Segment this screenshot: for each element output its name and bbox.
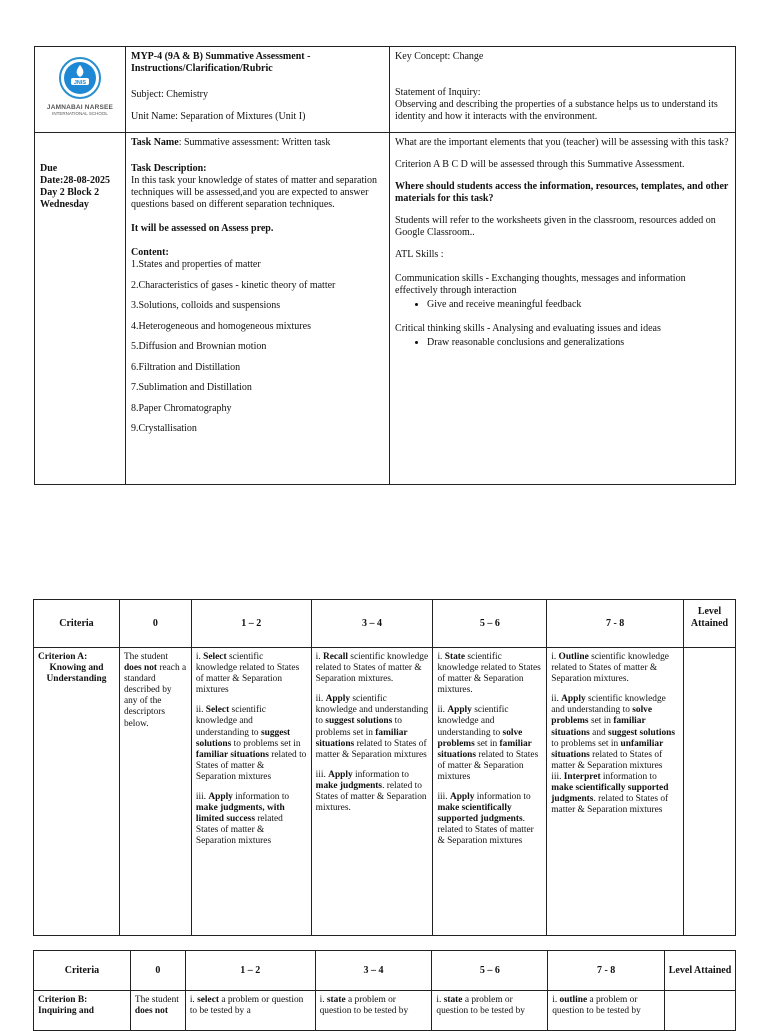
- text: to problems set in: [551, 738, 621, 749]
- rubric-criterion-a-table: [33, 599, 736, 936]
- content-item: 8.Paper Chromatography: [131, 402, 232, 414]
- text: related to States of matter & Separation mixtures: [437, 749, 539, 782]
- task-description: In this task your knowledge of states of matter and separation techniques will be assessed,and you are expected to answer questions based on different separation techniques.: [131, 175, 378, 210]
- text: i.: [436, 995, 444, 1005]
- header-level-3-4: 3 – 4: [315, 951, 432, 991]
- due-date-cell: [35, 133, 126, 485]
- header-level-7-8: 7 - 8: [548, 951, 665, 991]
- descriptor-ii: [437, 705, 542, 783]
- header-level-0: 0: [119, 600, 191, 648]
- criterion-a-subtitle: Knowing and Understanding: [46, 663, 107, 685]
- descriptor-iii: [437, 792, 542, 847]
- header-level-3-4: 3 – 4: [311, 600, 433, 648]
- criterion-b-level-attained[interactable]: [665, 991, 736, 1031]
- text: related to States of matter & Separation mixtures: [551, 749, 663, 771]
- text: iii.: [315, 769, 329, 780]
- header-criteria: Criteria: [34, 600, 120, 648]
- text: iii.: [195, 792, 209, 803]
- criterion-a-level-attained[interactable]: [683, 648, 735, 936]
- text: ii.: [195, 705, 206, 716]
- text: and: [589, 727, 609, 738]
- text-bold: Select: [205, 705, 230, 716]
- atl-skills-label: ATL Skills :: [395, 249, 444, 260]
- text: related to States of matter & Separation mixtures: [315, 738, 427, 760]
- content-label: Content:: [131, 247, 169, 258]
- criterion-a-level-3-4: [311, 648, 433, 936]
- soi-label: Statement of Inquiry:: [395, 87, 481, 98]
- text-bold: Apply: [449, 792, 475, 803]
- criterion-b-level-1-2: [185, 991, 315, 1031]
- text: ii.: [437, 705, 448, 716]
- logo-text: JNIS: [73, 79, 87, 86]
- text: i.: [437, 652, 445, 662]
- school-subtitle: INTERNATIONAL SCHOOL: [52, 111, 108, 117]
- text-bold: make scientifically supported judgments: [437, 803, 523, 825]
- content-item: 3.Solutions, colloids and suspensions: [131, 300, 281, 311]
- text: set in: [474, 738, 500, 749]
- content-item: 6.Filtration and Distillation: [131, 361, 241, 373]
- key-concept: Key Concept: Change: [395, 51, 484, 62]
- text-bold: Interpret: [563, 771, 601, 782]
- text-bold: Outline: [558, 652, 589, 662]
- text: i.: [552, 995, 560, 1005]
- criterion-b-subtitle: Inquiring and: [38, 1006, 95, 1017]
- text: a problem or question to be tested by: [436, 995, 525, 1017]
- criterion-a-label: [34, 648, 120, 936]
- criterion-b-label: [34, 991, 131, 1031]
- due-date: Date:28-08-2025: [40, 175, 110, 186]
- text: reach a standard described by any of the descriptors below.: [123, 663, 187, 729]
- criterion-a-level-0: [119, 648, 191, 936]
- text: ii.: [551, 694, 562, 705]
- communication-bullet: • Give and receive meaningful feedback: [427, 299, 730, 311]
- text-bold: Apply: [328, 769, 353, 780]
- rubric-criterion-b-table: [33, 950, 736, 1031]
- key-concept-cell: [390, 47, 736, 133]
- text-bold: make judgments, with limited success: [195, 803, 285, 825]
- criterion-b-level-0: [130, 991, 185, 1031]
- criteria-note: Criterion A B C D will be assessed through this Summative Assessment.: [395, 159, 685, 170]
- content-item: 9.Crystallisation: [131, 423, 197, 434]
- text: i.: [551, 652, 559, 662]
- text-bold: unfamiliar situations: [551, 738, 664, 760]
- text-bold: familiar situations: [315, 727, 408, 749]
- header-level-0: 0: [130, 951, 185, 991]
- assessment-title-cell: [126, 47, 390, 133]
- content-item: 4.Heterogeneous and homogeneous mixtures: [131, 320, 311, 332]
- header-level-7-8: 7 - 8: [547, 600, 684, 648]
- text: a problem or question to be tested by a: [189, 995, 304, 1017]
- text: scientific knowledge related to States of matter & Separation mixtures.: [437, 652, 541, 696]
- text: information to: [600, 771, 657, 782]
- text: information to: [232, 792, 290, 803]
- text-bold: familiar situations: [551, 716, 646, 738]
- descriptor-ii: [196, 705, 307, 783]
- text: ii.: [315, 694, 326, 705]
- soi-text: Observing and describing the properties of a substance helps us to understand its identity and how it interacts with the environment.: [395, 99, 718, 122]
- text-bold: familiar situations: [195, 749, 269, 760]
- descriptor-ii: [551, 694, 679, 772]
- text-bold: Recall: [322, 652, 348, 662]
- criterion-b-level-5-6: [432, 991, 548, 1031]
- text-bold: suggest solutions: [195, 727, 291, 749]
- text-bold: familiar situations: [437, 738, 532, 760]
- text: iii.: [437, 792, 450, 803]
- text-bold: solve problems: [551, 705, 653, 727]
- task-description-label: Task Description:: [131, 163, 207, 174]
- text: related States of matter & Separation mixtures: [195, 814, 283, 847]
- header-level-attained: Level Attained: [683, 600, 735, 648]
- descriptor-i: [437, 652, 542, 696]
- text: The student: [123, 652, 168, 662]
- text-bold: suggest solutions: [608, 727, 675, 738]
- text: . related to States of matter & Separation mixtures: [551, 794, 669, 816]
- task-name-label: Task Name: [131, 137, 179, 148]
- school-logo: [40, 56, 120, 126]
- text-bold: Apply: [447, 705, 472, 716]
- descriptor-i: [551, 652, 679, 685]
- text-bold: Apply: [325, 694, 351, 705]
- due-day: Wednesday: [40, 199, 89, 210]
- criterion-b-title: Criterion B:: [38, 995, 88, 1005]
- header-criteria: Criteria: [34, 951, 131, 991]
- descriptor-i: [196, 652, 307, 696]
- header-level-1-2: 1 – 2: [185, 951, 315, 991]
- due-block: Day 2 Block 2: [40, 187, 100, 198]
- descriptor-ii: [316, 694, 429, 761]
- criterion-b-level-7-8: [548, 991, 665, 1031]
- text: scientific knowledge related to States of matter & Separation mixtures: [195, 652, 300, 696]
- text: to problems set in: [231, 738, 301, 749]
- header-level-1-2: 1 – 2: [191, 600, 311, 648]
- text: scientific knowledge and understanding to: [195, 705, 266, 738]
- text-bold: solve problems: [437, 727, 523, 749]
- critical-thinking-skills: Critical thinking skills - Analysing and evaluating issues and ideas: [395, 323, 661, 334]
- teacher-notes-cell: [390, 133, 736, 485]
- text: information to: [474, 792, 531, 803]
- communication-skills: Communication skills - Exchanging thoughts, messages and information effectively through interaction: [395, 273, 686, 296]
- text: related to States of matter & Separation mixtures: [195, 749, 307, 782]
- assess-note: It will be assessed on Assess prep.: [131, 223, 274, 234]
- criterion-a-title: Criterion A:: [38, 652, 88, 662]
- text-bold: state: [443, 995, 463, 1005]
- task-name: [131, 137, 384, 149]
- school-name: JAMNABAI NARSEE: [46, 103, 114, 111]
- text: i.: [315, 652, 323, 662]
- resources-question: Where should students access the information, resources, templates, and other materials for this task?: [395, 181, 729, 204]
- text: scientific knowledge and understanding to: [437, 705, 509, 738]
- text-bold: Apply: [561, 694, 586, 705]
- text: i.: [189, 995, 198, 1005]
- task-info-table: [34, 46, 736, 485]
- task-name-value: : Summative assessment: Written task: [178, 137, 331, 148]
- criterion-a-level-1-2: [191, 648, 311, 936]
- assessing-question: What are the important elements that you (teacher) will be assessing with this task?: [395, 137, 729, 148]
- logo-cell: [35, 47, 126, 133]
- text: scientific knowledge and understanding to: [551, 694, 666, 716]
- text-bold: make judgments: [315, 780, 383, 791]
- text-bold: suggest solutions: [325, 716, 393, 727]
- text: scientific knowledge and understanding to: [315, 694, 429, 727]
- text-bold: select: [197, 995, 219, 1005]
- text: information to: [352, 769, 409, 780]
- criterion-a-level-7-8: [547, 648, 684, 936]
- communication-list: [395, 299, 730, 311]
- text-bold: state: [326, 995, 346, 1005]
- text: i.: [319, 995, 327, 1005]
- descriptor-iii: [196, 792, 307, 847]
- text: a problem or question to be tested by: [319, 995, 409, 1017]
- resources-text: Students will refer to the worksheets given in the classroom, resources added on Google Classroom..: [395, 215, 716, 238]
- content-item: 2.Characteristics of gases - kinetic theory of matter: [131, 279, 336, 291]
- text: scientific knowledge related to States of matter & Separation mixtures.: [551, 652, 669, 685]
- text: set in: [588, 716, 614, 727]
- text: to problems set in: [315, 716, 402, 738]
- critical-thinking-list: [395, 337, 730, 349]
- text: i.: [195, 652, 204, 662]
- content-item: 7.Sublimation and Distillation: [131, 382, 252, 393]
- subject: Subject: Chemistry: [131, 89, 208, 100]
- text-bold: does not: [134, 1006, 168, 1017]
- text-bold: Select: [203, 652, 227, 662]
- header-level-5-6: 5 – 6: [432, 951, 548, 991]
- assessment-title: MYP-4 (9A & B) Summative Assessment - Instructions/Clarification/Rubric: [131, 51, 311, 74]
- header-level-attained: Level Attained: [665, 951, 736, 991]
- content-item: 1.States and properties of matter: [131, 259, 261, 270]
- text: . related to States of matter & Separation mixtures.: [315, 780, 427, 814]
- school-logo-icon: [58, 56, 102, 100]
- unit-name: Unit Name: Separation of Mixtures (Unit I): [131, 111, 306, 122]
- text-bold: State: [444, 652, 466, 662]
- text: iii.: [551, 771, 564, 782]
- text-bold: does not: [123, 663, 158, 674]
- descriptor-i: [316, 652, 429, 685]
- criterion-b-level-3-4: [315, 991, 432, 1031]
- text: a problem or question to be tested by: [552, 995, 641, 1017]
- descriptor-iii: [551, 772, 679, 816]
- text-bold: outline: [559, 995, 588, 1005]
- critical-thinking-bullet: • Draw reasonable conclusions and generalizations: [427, 337, 730, 349]
- text: . related to States of matter & Separation mixtures: [437, 814, 534, 847]
- due-label: Due: [40, 163, 58, 174]
- text: The student: [134, 995, 179, 1005]
- content-item: 5.Diffusion and Brownian motion: [131, 341, 267, 352]
- text: scientific knowledge related to States of matter & Separation mixtures.: [315, 652, 429, 685]
- text-bold: make scientifically supported judgments: [551, 783, 669, 805]
- text-bold: Apply: [208, 792, 233, 803]
- header-level-5-6: 5 – 6: [433, 600, 547, 648]
- task-cell: [126, 133, 390, 485]
- criterion-a-level-5-6: [433, 648, 547, 936]
- descriptor-iii: [316, 770, 429, 814]
